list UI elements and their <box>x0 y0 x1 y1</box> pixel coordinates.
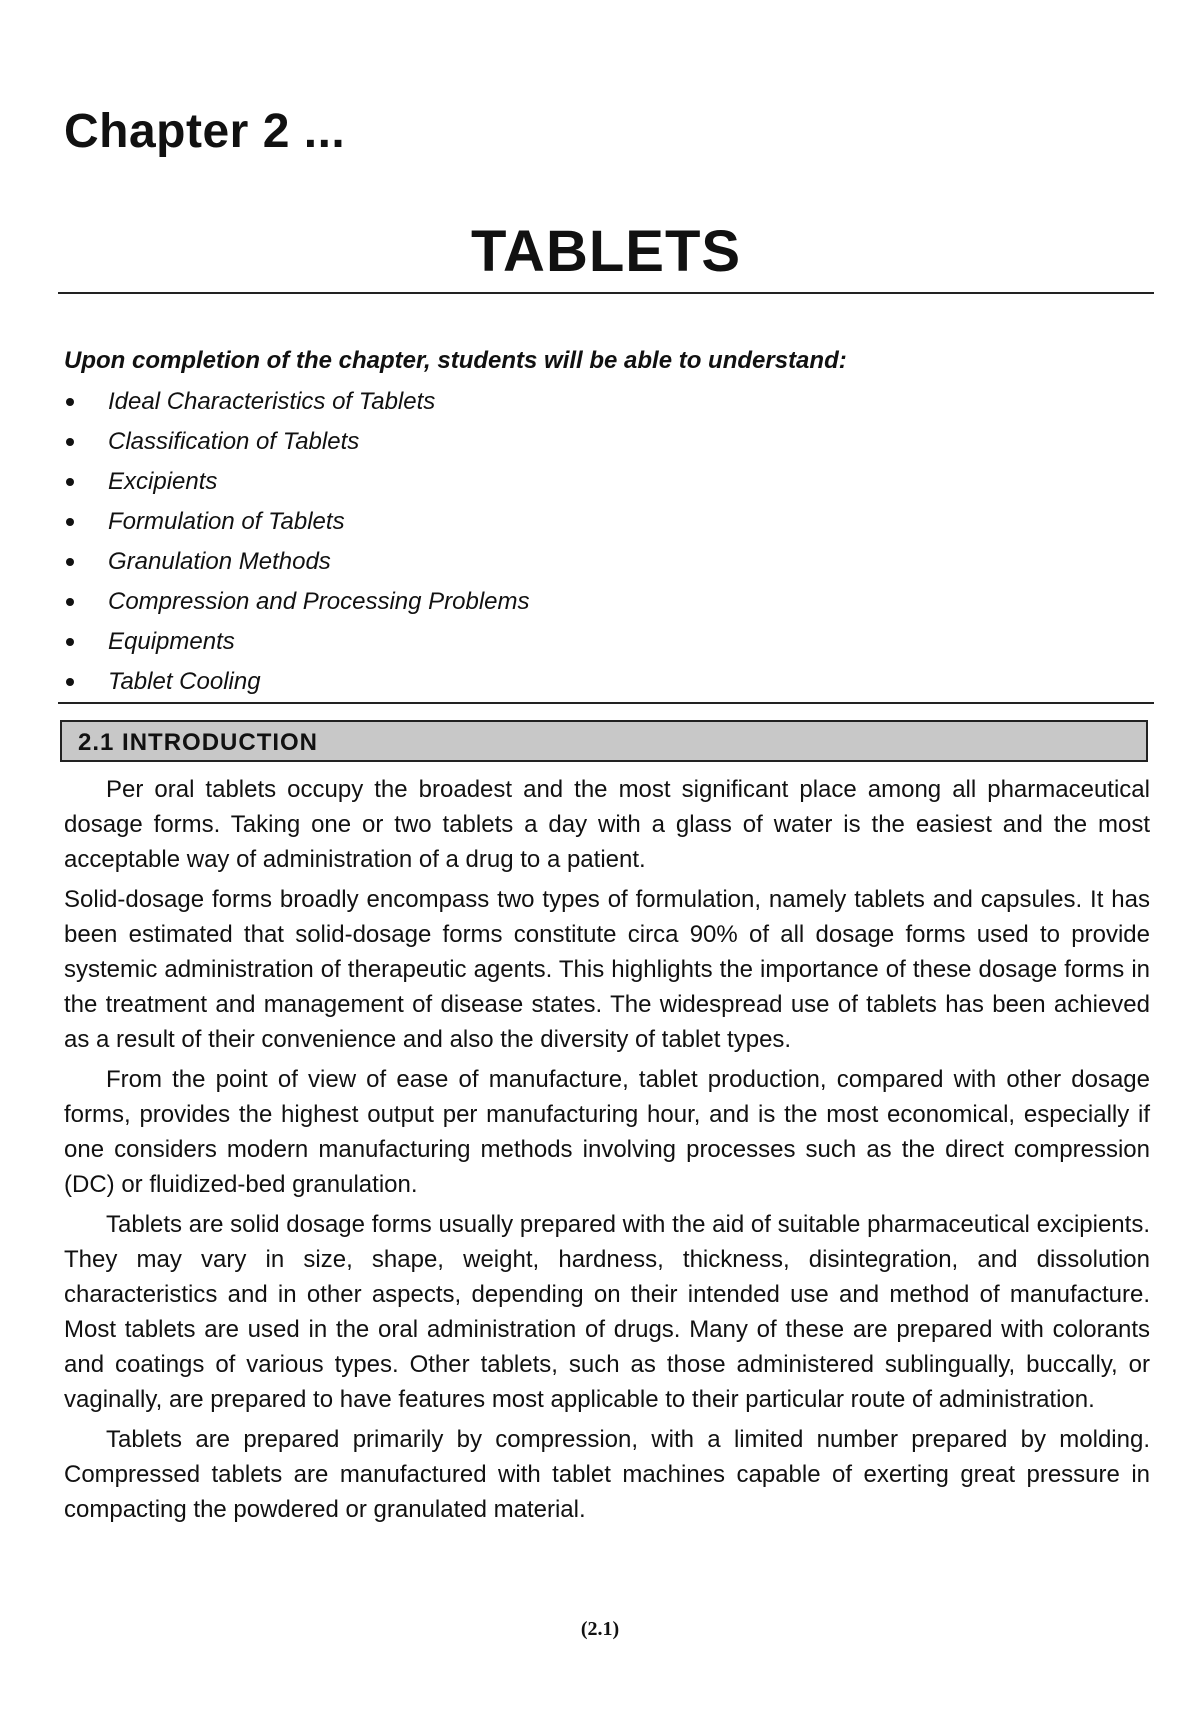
objective-text: Classification of Tablets <box>108 428 360 455</box>
learning-objectives <box>64 346 1154 702</box>
objective-text: Tablet Cooling <box>108 668 261 695</box>
bullet-icon <box>66 438 74 446</box>
objective-text: Excipients <box>108 468 218 495</box>
bullet-icon <box>66 478 74 486</box>
title-divider <box>58 292 1154 294</box>
chapter-label: Chapter 2 ... <box>64 105 346 158</box>
body-paragraph: Tablets are prepared primarily by compression, with a limited number prepared by molding. Compressed tablets are manufactured with tablet machines capable of exerting great pressure in compacting the powdered or granulated material. <box>64 1426 1150 1523</box>
body-paragraph: Per oral tablets occupy the broadest and the most significant place among all pharmaceutical dosage forms. Taking one or two tablets a day with a glass of water is the easiest and the most acceptable way of administration of a drug to a patient. <box>64 776 1150 873</box>
objective-item <box>64 382 1154 422</box>
body-paragraph: From the point of view of ease of manufacture, tablet production, compared with other dosage forms, provides the highest output per manufacturing hour, and is the most economical, especially if one considers modern manufacturing methods involving processes such as the direct compression (DC) or fluidized-bed granulation. <box>64 1066 1150 1198</box>
objective-text: Formulation of Tablets <box>108 508 345 535</box>
body-paragraph: Solid-dosage forms broadly encompass two types of formulation, namely tablets and capsules. It has been estimated that solid-dosage forms constitute circa 90% of all dosage forms used to provide systemic administration of therapeutic agents. This highlights the importance of these dosage forms in the treatment and management of disease states. The widespread use of tablets has been achieved as a result of their convenience and also the diversity of tablet types. <box>64 886 1150 1053</box>
section-heading-bar <box>60 720 1148 762</box>
body-paragraph: Tablets are solid dosage forms usually prepared with the aid of suitable pharmaceutical excipients. They may vary in size, shape, weight, hardness, thickness, disintegration, and dissolution characteristics and in other aspects, depending on their intended use and method of manufacture. Most tablets are used in the oral administration of drugs. Many of these are prepared with colorants and coatings of various types. Other tablets, such as those administered sublingually, buccally, or vaginally, are prepared to have features most applicable to their particular route of administration. <box>64 1211 1150 1413</box>
objective-item <box>64 662 1154 702</box>
bullet-icon <box>66 598 74 606</box>
objective-text: Equipments <box>108 628 235 655</box>
objective-item <box>64 542 1154 582</box>
bullet-icon <box>66 518 74 526</box>
bullet-icon <box>66 398 74 406</box>
bullet-icon <box>66 558 74 566</box>
objective-text: Ideal Characteristics of Tablets <box>108 388 436 415</box>
objective-item <box>64 462 1154 502</box>
objective-item <box>64 502 1154 542</box>
section-heading: 2.1 INTRODUCTION <box>78 729 319 756</box>
objective-item <box>64 622 1154 662</box>
objectives-heading: Upon completion of the chapter, students will be able to understand: <box>64 347 847 374</box>
bullet-icon <box>66 678 74 686</box>
objective-item <box>64 582 1154 622</box>
chapter-title: TABLETS <box>470 219 742 284</box>
bullet-icon <box>66 638 74 646</box>
objective-item <box>64 422 1154 462</box>
section-body <box>64 772 1150 1532</box>
objective-text: Compression and Processing Problems <box>108 588 530 615</box>
objective-text: Granulation Methods <box>108 548 331 575</box>
objectives-list <box>64 382 1154 702</box>
page-number: (2.1) <box>580 1618 620 1640</box>
objectives-divider <box>58 702 1154 704</box>
